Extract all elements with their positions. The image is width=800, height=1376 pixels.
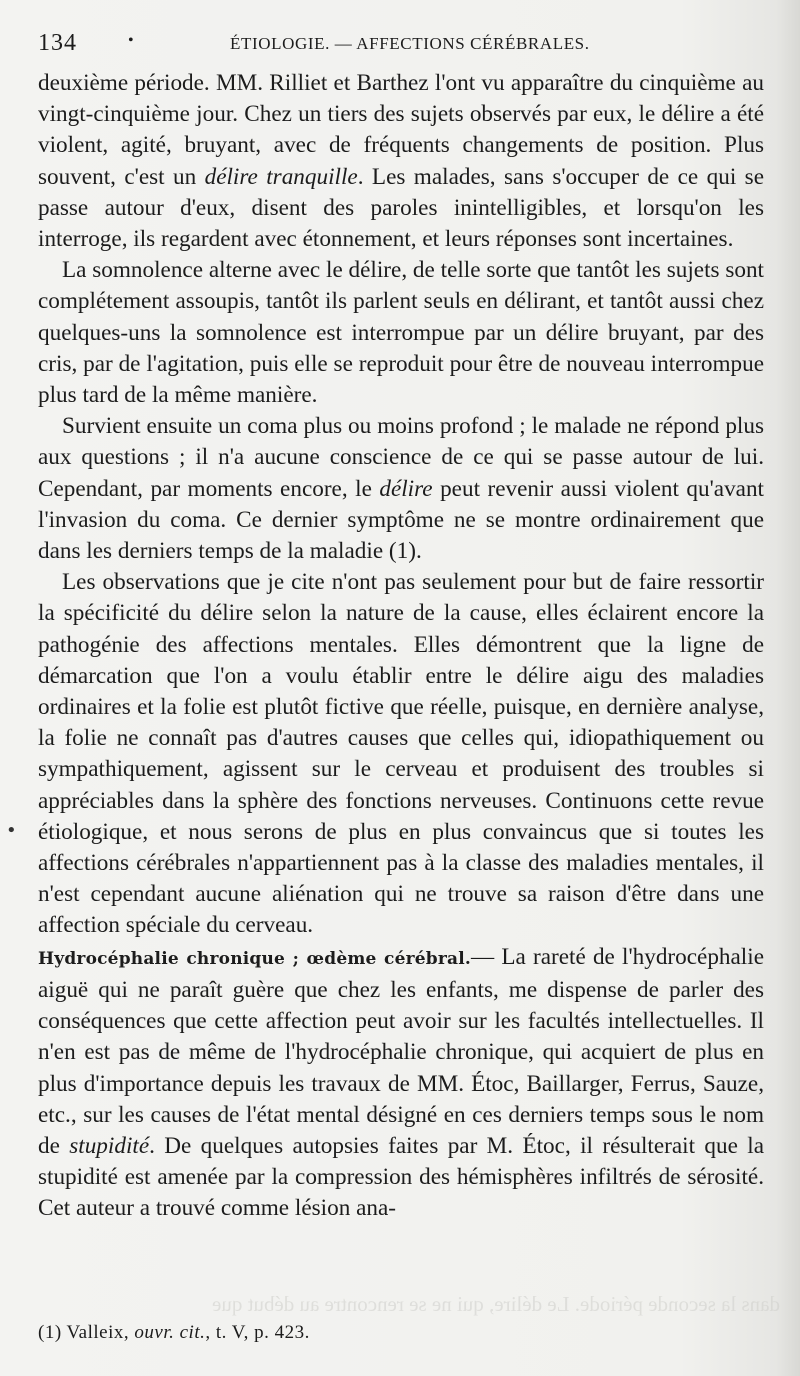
text-run: . Les malades, sans s'occuper de ce qui se passe autour d'eux, disent des paroles inintelligibles, et lorsqu'on les interroge, ils regardent avec étonnement, et leurs réponses sont incertaines. bbox=[38, 163, 764, 253]
text-run: peut revenir aussi violent qu'avant l'invasion du coma. Ce dernier symptôme ne se montre ordinairement que dans les derniers temps de la maladie (1). bbox=[38, 475, 764, 565]
text-run: Les observations que je cite n'ont pas seulement pour but de faire ressortir la spécificité du délire selon la nature de la cause, elles éclairent encore la pathogénie des affections mentales. Elles démontrent que la ligne de démarcation que l'on a voulu établir entre le délire aigu des maladies ordinaires et la folie est plutôt fictive que réelle, puisque, en dernière analyse, la folie ne connaît pas d'autres causes que celles qui, idiopathiquement ou sympathiquement, agissent sur le cerveau et produisent des troubles si appréciables dans la sphère des fonctions nerveuses. Continuons cette revue étiologique, et nous serons de plus en plus convaincus que si toutes les affections cérébrales n'appartiennent pas à la classe des maladies mentales, il n'est cependant aucune aliénation qui ne trouve sa raison d'être dans une affection spéciale du cerveau. bbox=[38, 569, 764, 939]
footnote bbox=[38, 1322, 764, 1344]
paragraph-section bbox=[38, 942, 764, 1225]
running-title: ÉTIOLOGIE. — AFFECTIONS CÉRÉBRALES. bbox=[230, 34, 590, 53]
italic-text: ouvr. cit. bbox=[134, 1322, 206, 1343]
text-run: , t. V, p. 423. bbox=[205, 1322, 310, 1343]
paragraph bbox=[38, 567, 764, 941]
text-run: — La rareté de l'hydrocéphalie aiguë qui ne paraît guère que chez les enfants, me dispense de parler des conséquences que cette affection peut avoir sur les facultés intellectuelles. Il n'en est pas de même de l'hydrocéphalie chronique, qui acquiert de plus en plus d'importance depuis les travaux de MM. Étoc, Baillarger, Ferrus, Sauze, etc., sur les causes de l'état mental désigné en ces derniers temps sous le nom de bbox=[38, 943, 764, 1159]
section-heading: Hydrocéphalie chronique ; œdème cérébral. bbox=[38, 948, 472, 969]
header-mark: • bbox=[128, 32, 134, 49]
show-through-text: dans la seconde période. Le délire, qui ne se rencontre au début que bbox=[212, 1292, 780, 1316]
running-head bbox=[38, 30, 762, 60]
text-run: (1) Valleix, bbox=[38, 1322, 135, 1343]
text-run: deuxième période. MM. Rilliet et Barthez l'ont vu apparaître du cinquième au vingt-cinquième jour. Chez un tiers des sujets observés par eux, le délire a été violent, agité, bruyant, avec de fréquents changements de position. Plus souvent, c'est un bbox=[38, 70, 764, 190]
italic-text: stupidité bbox=[69, 1132, 150, 1159]
paragraph bbox=[38, 68, 764, 255]
italic-text: délire tranquille bbox=[204, 163, 358, 190]
margin-dot: • bbox=[6, 820, 17, 841]
text-run: La somnolence alterne avec le délire, de telle sorte que tantôt les sujets sont complétement assoupis, tantôt ils parlent seuls en délirant, et tantôt aussi chez quelques-uns la somnolence est interrompue par un délire bruyant, par des cris, par de l'agitation, puis elle se reproduit pour être de nouveau interrompue plus tard de la même manière. bbox=[38, 257, 764, 409]
text-run: . De quelques autopsies faites par M. Étoc, il résulterait que la stupidité est amenée par la compression des hémisphères infiltrés de sérosité. Cet auteur a trouvé comme lésion ana- bbox=[38, 1132, 764, 1222]
page-number: 134 bbox=[38, 30, 77, 56]
paragraph bbox=[38, 255, 764, 411]
body-text bbox=[38, 68, 764, 1225]
italic-text: délire bbox=[379, 475, 433, 502]
text-run: Survient ensuite un coma plus ou moins profond ; le malade ne répond plus aux questions ; il n'a aucune conscience de ce qui se passe autour de lui. Cependant, par moments encore, le bbox=[38, 413, 764, 502]
paragraph bbox=[38, 411, 764, 567]
